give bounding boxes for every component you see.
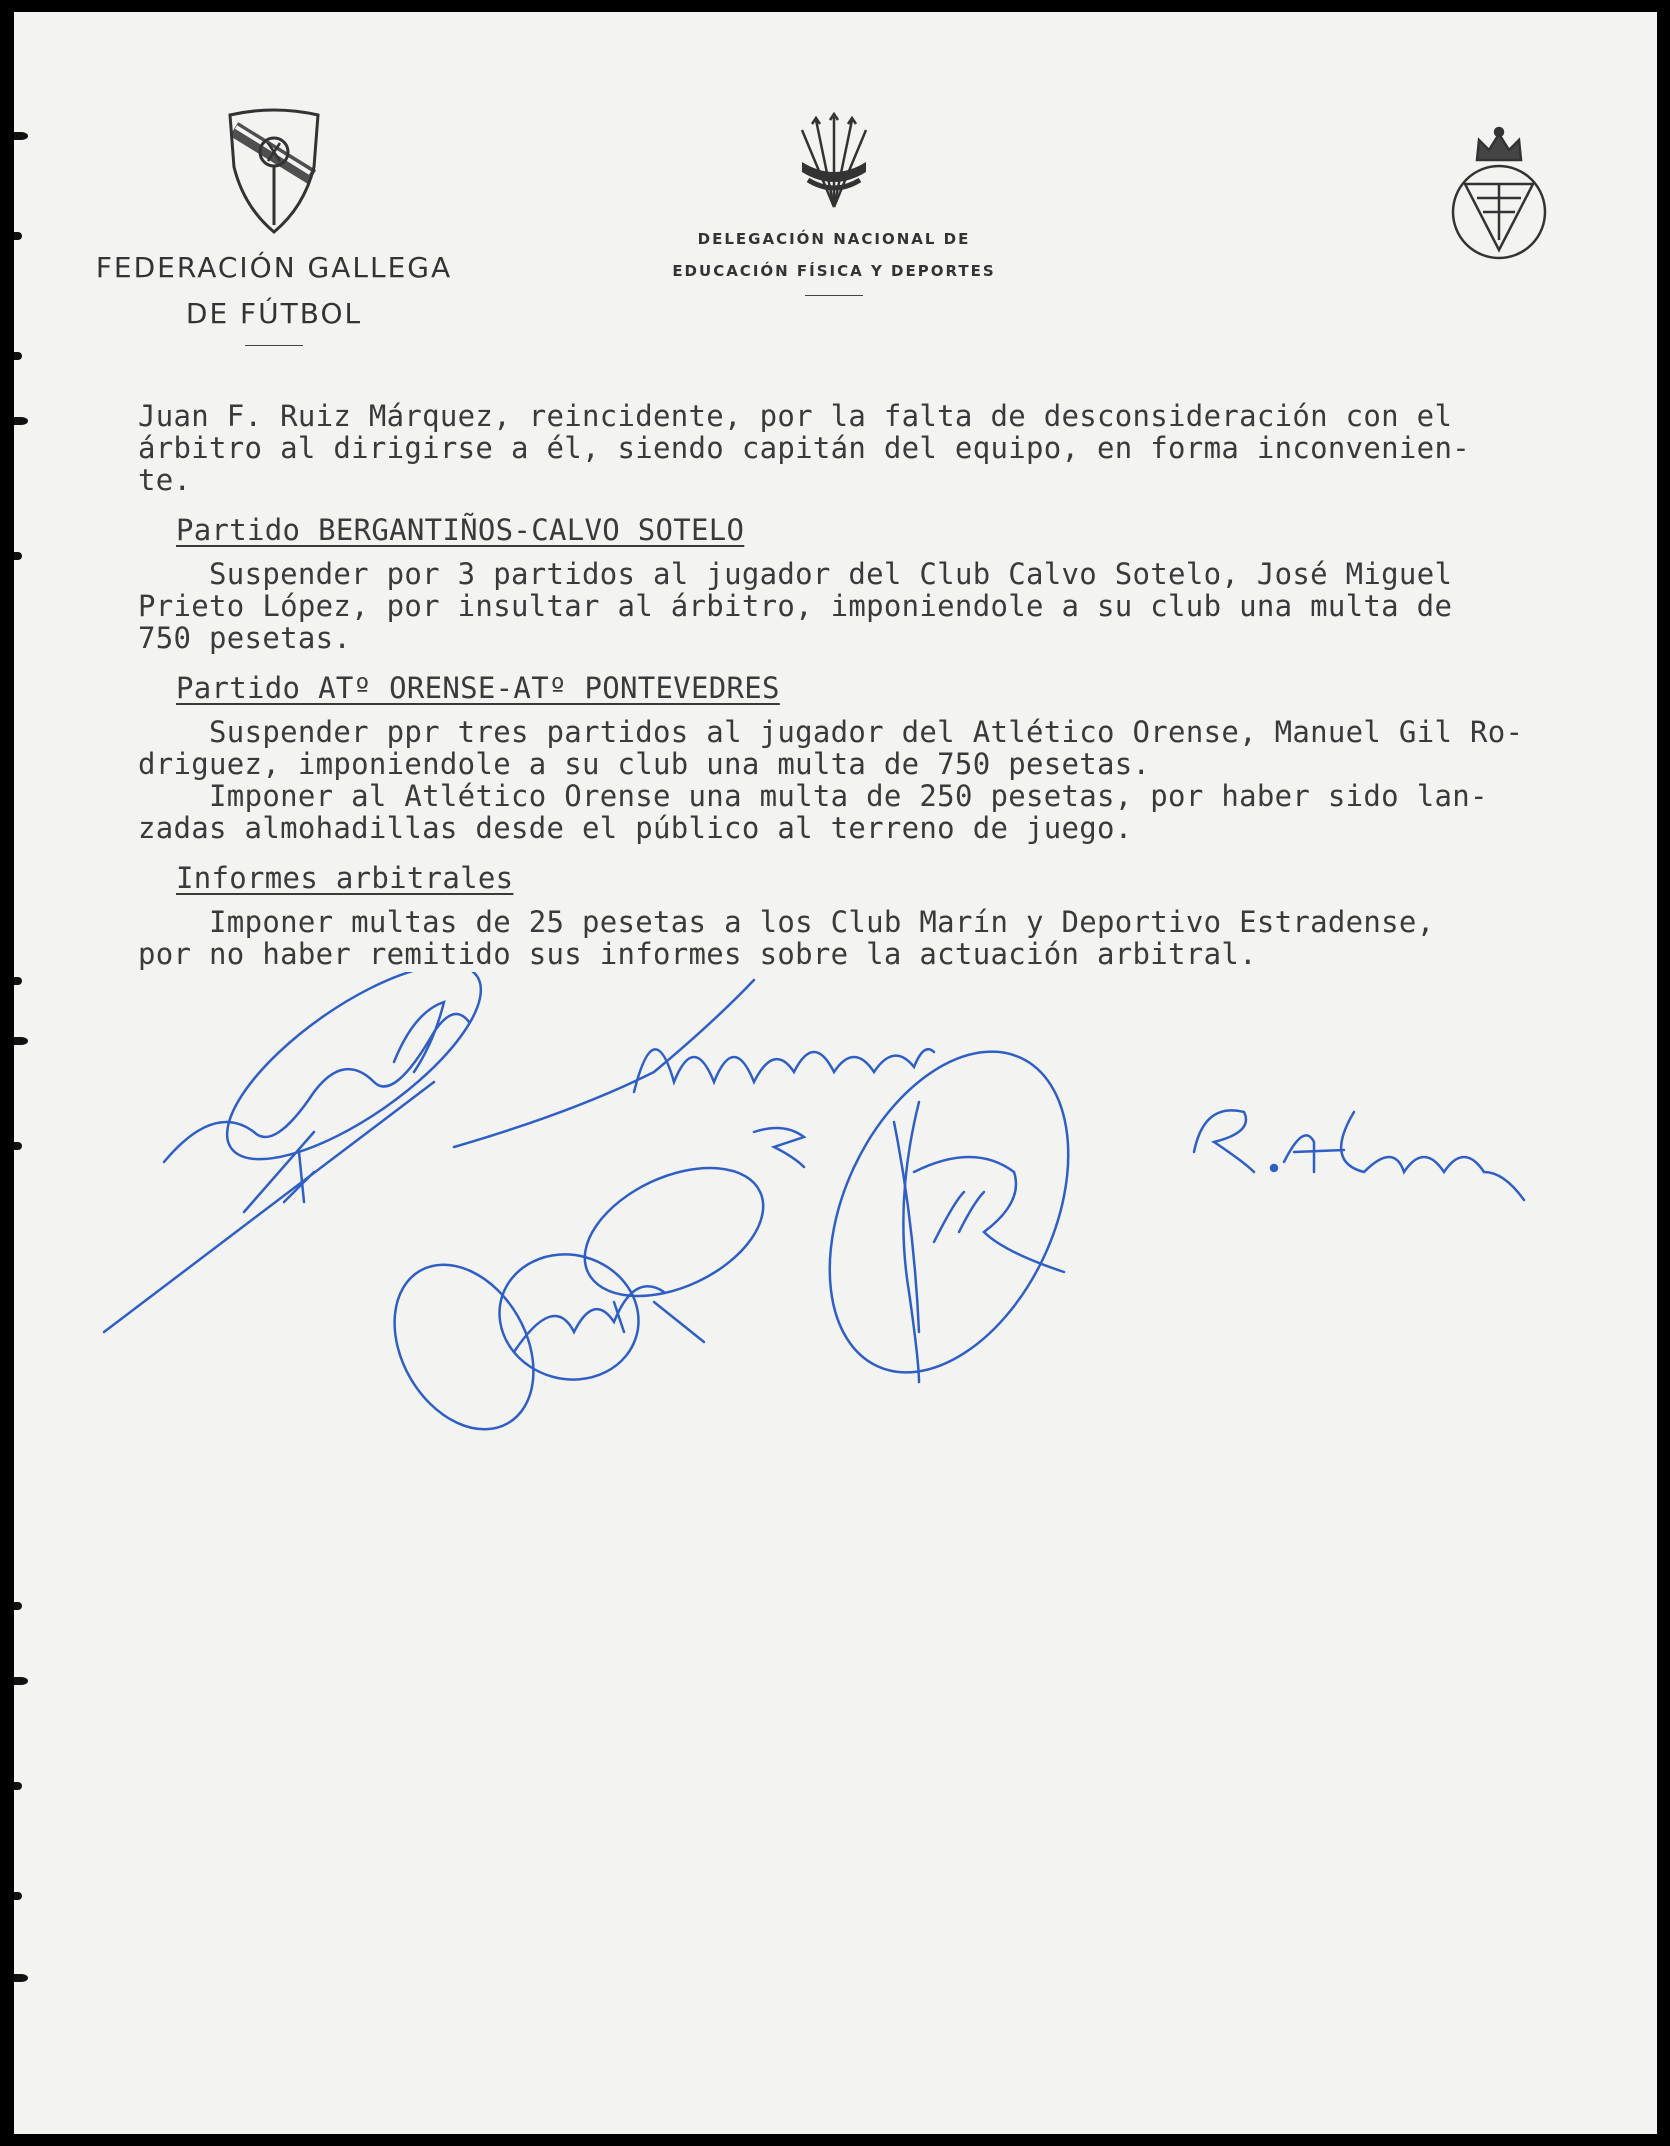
section-heading-orense: Partido ATº ORENSE-ATº PONTEVEDRES: [176, 671, 780, 705]
body-line: Suspender ppr tres partidos al jugador del Atlético Orense, Manuel Gil Ro-: [138, 715, 1524, 749]
binding-mark: [14, 1602, 22, 1610]
intro-line: te.: [138, 463, 192, 497]
signature-3: [366, 1142, 783, 1454]
intro-line: Juan F. Ruiz Márquez, reincidente, por la falta de desconsideración con el: [138, 399, 1453, 433]
section-body-bergantinos: [138, 558, 1657, 654]
intro-line: árbitro al dirigirse a él, siendo capitán del equipo, en forma inconvenien-: [138, 431, 1470, 465]
body-line: Prieto López, por insultar al árbitro, imponiendole a su club una multa de: [138, 589, 1453, 623]
header-divider: [245, 345, 303, 346]
body-line: Imponer multas de 25 pesetas a los Club Marín y Deportivo Estradense,: [138, 905, 1435, 939]
signature-5: [1194, 1110, 1524, 1200]
binding-mark: [14, 1974, 28, 1982]
binding-mark: [14, 1782, 22, 1790]
header-center-divider: [805, 295, 863, 296]
section-body-orense: [138, 716, 1657, 844]
crowned-federation-crest-icon: [1447, 122, 1552, 272]
header-federacion-gallega: [74, 107, 474, 346]
binding-mark: [14, 1677, 28, 1685]
federation-name-line2: DE FÚTBOL: [185, 297, 363, 330]
yoke-and-arrows-emblem-icon: [794, 112, 874, 212]
body-line: Suspender por 3 partidos al jugador del Club Calvo Sotelo, José Miguel: [138, 557, 1453, 591]
signature-1: [104, 972, 508, 1332]
body-line: zadas almohadillas desde el público al terreno de juego.: [138, 811, 1133, 845]
binding-mark: [14, 352, 22, 360]
body-line: por no haber remitido sus informes sobre la actuación arbitral.: [138, 937, 1257, 971]
delegacion-line2: EDUCACIÓN FÍSICA Y DEPORTES: [672, 262, 996, 280]
resolution-body: [138, 400, 1657, 970]
signature-2: [454, 980, 934, 1167]
binding-mark: [14, 552, 22, 560]
federation-name-line1: FEDERACIÓN GALLEGA: [95, 251, 453, 284]
section-body-informes: [138, 906, 1657, 970]
section-heading-bergantinos: Partido BERGANTIÑOS-CALVO SOTELO: [176, 513, 745, 547]
federacion-gallega-shield-icon: [224, 107, 324, 237]
signatures-area: [14, 972, 1657, 1492]
body-line: driguez, imponiendole a su club una multa de 750 pesetas.: [138, 747, 1151, 781]
document-page: [14, 12, 1657, 2134]
binding-mark: [14, 417, 28, 425]
body-line: Imponer al Atlético Orense una multa de 250 pesetas, por haber sido lan-: [138, 779, 1488, 813]
binding-mark: [14, 132, 28, 140]
binding-mark: [14, 1892, 22, 1900]
header-right-crest: [1447, 122, 1552, 277]
body-line: 750 pesetas.: [138, 621, 352, 655]
signature-4: [782, 1014, 1116, 1411]
section-heading-informes: Informes arbitrales: [176, 861, 514, 895]
delegacion-line1: DELEGACIÓN NACIONAL DE: [697, 230, 971, 248]
binding-mark: [14, 232, 22, 240]
header-delegacion-nacional: [644, 112, 1024, 296]
